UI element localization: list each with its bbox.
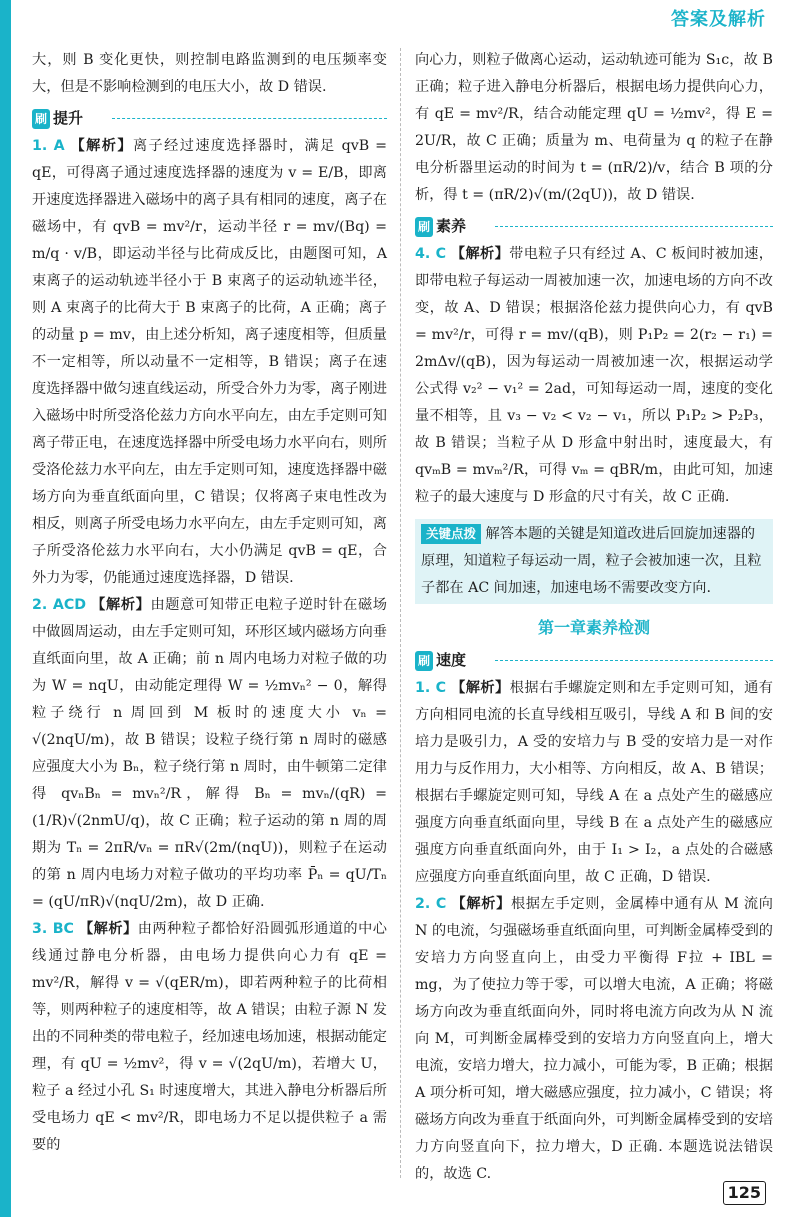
answer-number: 2. ACD: [32, 597, 87, 613]
analysis-tag: 【解析】: [70, 138, 133, 154]
answer-item-1: [32, 133, 387, 592]
chapter-title: 第一章素养检测: [537, 618, 650, 637]
section-tag-icon: 刷: [32, 109, 50, 129]
key-point-text: 解答本题的关键是知道改进后回旋加速器的原理，知道粒子每运动一周，粒子会被加速一次，且粒子都在 AC 间加速，加速电场不需要改变方向.: [421, 526, 762, 596]
analysis-text: 带电粒子只有经过 A、C 板间时被加速，即带电粒子每运动一周被加速一次，加速电场的方向不改变，故 A、D 错误；根据洛伦兹力提供向心力，有 qvB = mv²/r，可得 r = mv/(qB)，则 P₁P₂ = 2(r₂ − r₁) = 2mΔv/(qB)，因为每运动一周被加速一次，根据运动学公式得 v₂² − v₁² = 2ad，可知每运动一周，速度的变化量不相等，且 v₃ − v₂ < v₂ − v₁，所以 P₁P₂ > P₂P₃，故 B 错误；当粒子从 D 形盒中射出时，速度最大，有 qvₘB = mvₘ²/R，可得 vₘ = qBR/m，由此可知，加速粒子的最大速度与 D 形盒的尺寸有关，故 C 正确.: [415, 246, 773, 505]
left-edge-bar: [0, 0, 11, 1217]
section-tag-icon: 刷: [415, 217, 433, 237]
analysis-tag: 【解析】: [450, 246, 510, 262]
section-title: 提升: [53, 109, 84, 127]
analysis-text: 由题意可知带正电粒子逆时针在磁场中做圆周运动，由左手定则可知，环形区域内磁场方向垂直纸面向里，故 A 正确；前 n 周内电场力对粒子做的功为 W = nqU，由动能定理得 W = ½mvₙ² − 0，解得粒子绕行 n 周回到 M 板时的速度大小 vₙ = √(2nqU/m)，故 B 错误；设粒子绕行第 n 周时的磁感应强度大小为 Bₙ，粒子绕行第 n 周时，由牛顿第二定律得 qvₙBₙ = mvₙ²/R，解得 Bₙ = mvₙ/(qR) = (1/R)√(2nmU/q)，故 C 正确；粒子运动的第 n 周的周期为 Tₙ = 2πR/vₙ = πR√(2m/(nqU))，则粒子在运动的第 n 周内电场力对粒子做功的平均功率 P̄ₙ = qU/Tₙ = (qU/πR)√(nqU/2m)，故 D 正确.: [32, 597, 387, 910]
section-dash-line: [495, 660, 773, 661]
answer-number: 2. C: [415, 896, 447, 912]
analysis-tag: 【解析】: [91, 597, 151, 613]
header-title: 答案及解析: [671, 9, 766, 30]
analysis-text: 根据左手定则，金属棒中通有从 M 流向 N 的电流，匀强磁场垂直纸面向里，可判断金属棒受到的安培力方向竖直向上，由受力平衡得 F拉 + IBL = mg，为了使拉力等于零，可以增大电流，A 正确；将磁场方向改为垂直纸面向外，同时将电流方向改为从 N 流向 M，可判断金属棒受到的安培力方向竖直向上，增大电流，安培力增大，拉力减小，可能为零，B 正确；根据 A 项分析可知，增大磁感应强度，拉力减小，C 错误；将磁场方向改为垂直于纸面向外，可判断金属棒受到的安培力方向竖直向下，拉力增大，D 正确. 本题选说法错误的，故选 C.: [415, 896, 773, 1182]
section-dash-line: [112, 118, 387, 119]
answer-item-3-continued: 向心力，则粒子做离心运动，运动轨迹可能为 S₁c，故 B 正确；粒子进入静电分析器后，根据电场力提供向心力，有 qE = mv²/R，结合动能定理 qU = ½mv²，得 E = 2U/R，故 C 正确；质量为 m、电荷量为 q 的粒子在静电分析器里运动的时间为 t = (πR/2)/v，结合 B 项的分析，得 t = (πR/2)√(m/(2qU))，故 D 错误.: [415, 52, 773, 203]
section-header-tisheng: [32, 105, 387, 131]
answer-number: 1. C: [415, 680, 447, 696]
answer-number: 3. BC: [32, 921, 74, 937]
section-dash-line: [495, 226, 773, 227]
section-header-sudu: [415, 647, 773, 673]
answer-number: 1. A: [32, 138, 65, 154]
column-divider: [400, 48, 401, 1178]
key-point-box: [415, 519, 773, 604]
analysis-tag: 【解析】: [451, 680, 510, 696]
chapter-answer-2: [415, 891, 773, 1188]
section-title: 素养: [436, 217, 467, 235]
answer-item-4: [415, 241, 773, 511]
analysis-text: 根据右手螺旋定则和左手定则可知，通有方向相同电流的长直导线相互吸引，导线 A 和 B 间的安培力是吸引力，A 受的安培力与 B 受的安培力是一对作用力与反作用力，大小相等、方向相反，故 A、B 错误；根据右手螺旋定则可知，导线 A 在 a 点处产生的磁感应强度方向垂直纸面向里，导线 B 在 a 点处产生的磁感应强度方向垂直纸面向外，由于 I₁ > I₂，a 点处的合磁感应强度方向垂直纸面向里，故 C 正确，D 错误.: [415, 680, 773, 885]
key-point-label: 关键点拨: [421, 524, 481, 544]
analysis-tag: 【解析】: [451, 896, 511, 912]
left-column: [32, 47, 387, 1159]
analysis-tag: 【解析】: [78, 921, 138, 937]
answer-item-3: [32, 916, 387, 1159]
section-title: 速度: [436, 651, 467, 669]
section-tag-icon: 刷: [415, 651, 433, 671]
answer-item-2: [32, 592, 387, 916]
intro-paragraph: 大，则 B 变化更快，则控制电路监测到的电压频率变大，但是不影响检测到的电压大小，故 D 错误.: [32, 52, 387, 95]
chapter-answer-1: [415, 675, 773, 891]
analysis-text: 由两种粒子都恰好沿圆弧形通道的中心线通过静电分析器，由电场力提供向心力有 qE = mv²/R，解得 v = √(qER/m)，即若两种粒子的比荷相等，则两种粒子的速度相等，故 A 错误；由粒子源 N 发出的不同种类的带电粒子，经加速电场加速，根据动能定理，有 qU = ½mv²，得 v = √(2qU/m)，若增大 U，粒子 a 经过小孔 S₁ 时速度增大，其进入静电分析器后所受电场力 qE < mv²/R，即电场力不足以提供粒子 a 需要的: [32, 921, 387, 1153]
answer-number: 4. C: [415, 246, 446, 262]
page-number: 125: [723, 1181, 766, 1205]
analysis-text: 离子经过速度选择器时，满足 qvB = qE，可得离子通过速度选择器的速度为 v = E/B，即离开速度选择器进入磁场中的离子具有相同的速度，离子在磁场中，有 qvB = mv²/r，运动半径 r = mv/(Bq) = m/q · v/B，即运动半径与比荷成反比，由题图可知，A 束离子的运动轨迹半径小于 B 束离子的运动轨迹半径，则 A 束离子的比荷大于 B 束离子的比荷，A 正确；离子的动量 p = mv，由上述分析知，离子速度相等，但质量不一定相等，所以动量不一定相等，B 错误；离子在速度选择器中做匀速直线运动，所受合外力为零，离子刚进入磁场中时所受洛伦兹力方向水平向左，由左手定则可知离子带正电，在速度选择器中所受电场力水平向右，则所受洛伦兹力水平向左，由左手定则可知，速度选择器中磁场方向为垂直纸面向里，C 错误；仅将离子束电性改为相反，则离子所受电场力水平向左，由左手定则可知，离子所受洛伦兹力水平向右，大小仍满足 qvB = qE，合外力为零，仍能通过速度选择器，D 错误.: [32, 138, 387, 586]
right-column: [415, 47, 773, 1188]
section-header-suyang: [415, 213, 773, 239]
